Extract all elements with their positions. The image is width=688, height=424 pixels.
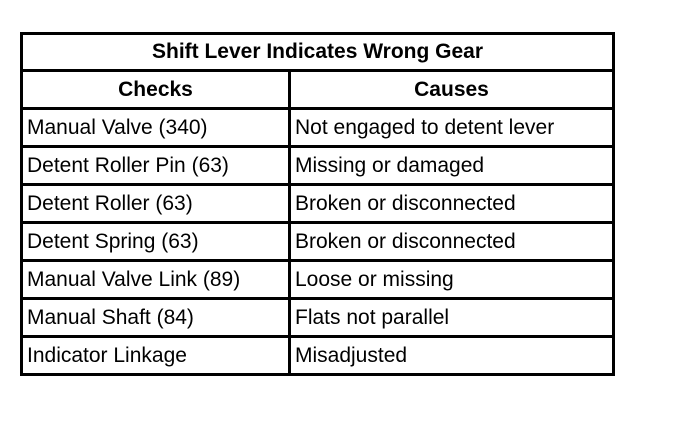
table-row (22, 261, 614, 299)
cause-cell: Broken or disconnected (290, 223, 614, 261)
cause-cell: Missing or damaged (290, 147, 614, 185)
check-cell: Manual Valve (340) (22, 109, 290, 147)
cause-cell: Loose or missing (290, 261, 614, 299)
table-title-row (22, 34, 614, 71)
column-header-causes: Causes (290, 71, 614, 109)
table-row (22, 337, 614, 375)
check-cell: Manual Shaft (84) (22, 299, 290, 337)
check-cell: Detent Roller Pin (63) (22, 147, 290, 185)
cause-cell: Broken or disconnected (290, 185, 614, 223)
table-row (22, 147, 614, 185)
column-header-checks: Checks (22, 71, 290, 109)
diagnosis-table-container (20, 32, 612, 376)
cause-cell: Misadjusted (290, 337, 614, 375)
check-cell: Detent Roller (63) (22, 185, 290, 223)
cause-cell: Flats not parallel (290, 299, 614, 337)
table-row (22, 109, 614, 147)
diagnosis-table (20, 32, 615, 376)
table-row (22, 299, 614, 337)
cause-cell: Not engaged to detent lever (290, 109, 614, 147)
table-header-row (22, 71, 614, 109)
table-title: Shift Lever Indicates Wrong Gear (22, 34, 614, 71)
table-row (22, 223, 614, 261)
check-cell: Indicator Linkage (22, 337, 290, 375)
check-cell: Manual Valve Link (89) (22, 261, 290, 299)
check-cell: Detent Spring (63) (22, 223, 290, 261)
table-row (22, 185, 614, 223)
